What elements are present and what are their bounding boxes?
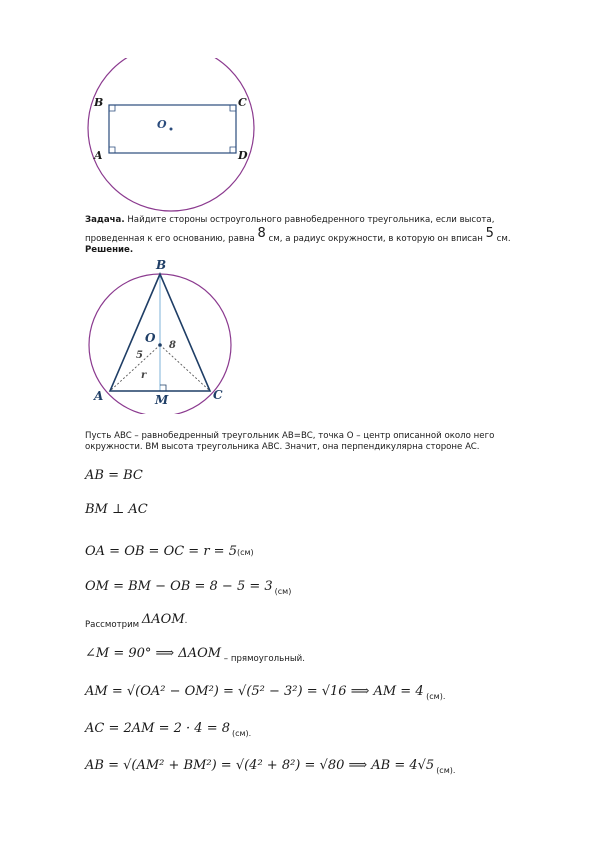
explanation-paragraph: [85, 431, 555, 453]
label-a: A: [94, 149, 103, 162]
task-line2-a: проведенная к его основанию, равна: [85, 234, 258, 244]
explanation-line-1: Пусть ABC – равнобедренный треугольник AB=BC, точка O – центр описанной около него: [85, 431, 495, 441]
label-five: 5: [136, 350, 143, 361]
right-angle-mark-a: [109, 147, 115, 153]
solution-heading: Решение.: [85, 245, 134, 255]
label-c: C: [238, 96, 247, 109]
formula-ac: [85, 717, 251, 736]
formula-ab-unit: (см).: [436, 766, 456, 775]
formula-radius-unit: (см): [236, 548, 254, 557]
formula-radius-math: OA = OB = OC = r = 5: [85, 544, 237, 559]
right-angle-mark-b: [109, 105, 115, 111]
formula-om-unit: (см): [274, 587, 292, 596]
formula-ac-math: AC = 2AM = 2 · 4 = 8: [85, 721, 230, 736]
center-point-2: [158, 343, 162, 347]
formula-right-triangle: [85, 642, 305, 664]
formula-om: [85, 575, 291, 594]
radius-oa: [110, 345, 160, 391]
explanation-line-2: окружности. BM высота треугольника ABC. Значит, она перпендикулярна стороне AC.: [85, 442, 480, 452]
right-angle-mark-c: [230, 105, 236, 111]
formula-om-math: OM = BM − OB = 8 − 5 = 3: [85, 579, 273, 594]
task-line-2: [85, 226, 555, 245]
height-value: 8: [257, 226, 266, 241]
task-heading: Задача.: [85, 215, 125, 225]
figure-rectangle-in-circle: [85, 58, 260, 218]
right-angle-mark-m: [160, 385, 166, 391]
label-o: O: [157, 118, 167, 131]
task-line-1: [85, 215, 555, 226]
formula-ab-math: AB = √(AM² + BM²) = √(4² + 8²) = √80 ⟹ AB = 4√5: [85, 758, 435, 773]
label-o2: O: [145, 331, 156, 345]
label-m2: M: [155, 393, 169, 407]
label-d: D: [238, 149, 248, 162]
center-point: [170, 128, 173, 131]
label-r: r: [141, 370, 147, 381]
radius-value: 5: [485, 226, 494, 241]
consider-line: [85, 608, 188, 630]
consider-end: .: [184, 616, 188, 626]
task-line2-b: см, а радиус окружности, в которую он вписан: [265, 234, 486, 244]
formula-am-math: AM = √(OA² − OM²) = √(5² − 3²) = √16 ⟹ AM = 4: [85, 684, 424, 699]
formula-ab: [85, 754, 455, 773]
formula-right-triangle-math: ∠M = 90° ⟹ ΔAOM: [85, 646, 222, 661]
label-a2: A: [94, 389, 104, 403]
label-b2: B: [156, 258, 167, 272]
formula-right-triangle-text: – прямоугольный.: [221, 654, 305, 664]
consider-math: ΔAOM: [141, 612, 185, 627]
circumcircle: [88, 58, 254, 211]
task-paragraph: [85, 215, 555, 256]
label-c2: C: [213, 388, 223, 402]
label-eight: 8: [169, 340, 176, 351]
formula-ac-unit: (см).: [232, 729, 252, 738]
formula-ab-eq-bc: AB = BC: [85, 468, 143, 483]
figure-triangle-in-circle: [85, 254, 260, 414]
task-line1-text: Найдите стороны остроугольного равнобедренного треугольника, если высота,: [124, 215, 495, 225]
task-line2-c: см.: [493, 234, 511, 244]
formula-bm-perp-ac: BM ⊥ AC: [85, 502, 148, 517]
radius-oc: [160, 345, 210, 391]
consider-text: Рассмотрим: [85, 620, 142, 630]
formula-am: [85, 680, 445, 699]
label-b: B: [94, 96, 104, 109]
right-angle-mark-d: [230, 147, 236, 153]
formula-am-unit: (см).: [423, 692, 446, 701]
formula-radius: [85, 540, 254, 559]
